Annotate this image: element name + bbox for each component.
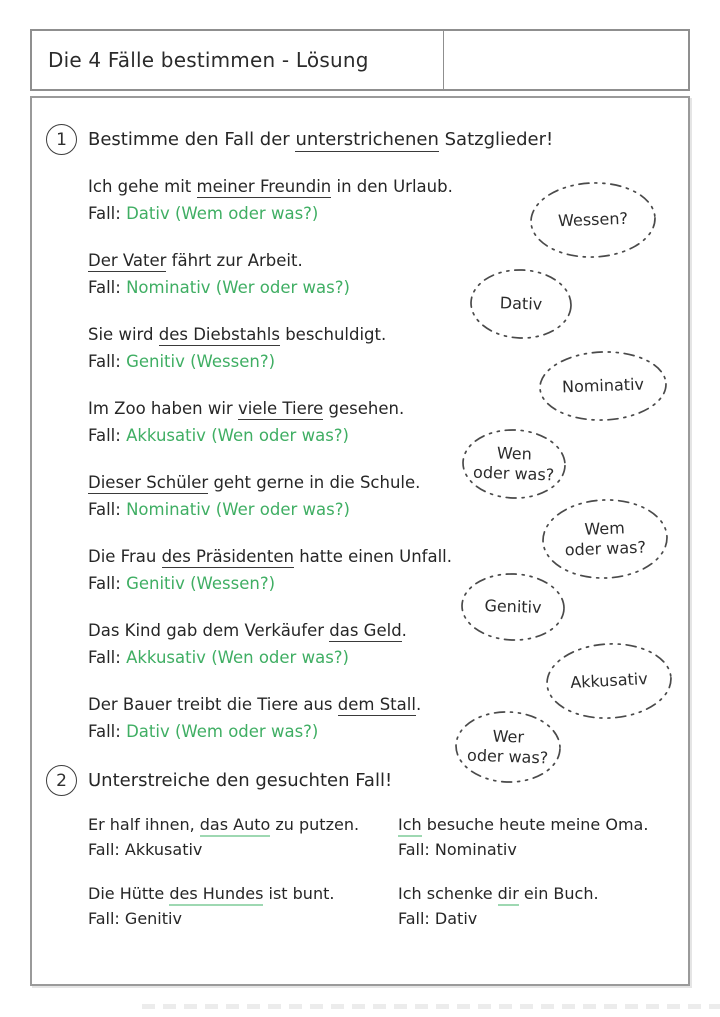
task1-item (88, 691, 478, 745)
bubble-label: Wem oder was? (564, 518, 647, 560)
case-bubble-wer-oder-was (452, 707, 565, 787)
bubble-label: Nominativ (561, 374, 645, 397)
sentence: Er half ihnen, das Auto zu putzen. (88, 812, 398, 837)
task1-item (88, 321, 478, 375)
sentence: Der Bauer treibt die Tiere aus dem Stall. (88, 695, 422, 714)
task1-item (88, 247, 478, 301)
task1-item (88, 173, 478, 227)
bubble-label: Wessen? (557, 208, 629, 231)
task2-instruction: Unterstreiche den gesuchten Fall! (88, 770, 393, 791)
task1-heading (46, 124, 688, 155)
case-bubble-genitiv (458, 569, 568, 645)
sentence: Sie wird des Diebstahls beschuldigt. (88, 325, 387, 344)
task1-item (88, 617, 478, 671)
task1-number-badge: 1 (46, 124, 77, 155)
answer-line: Fall: Genitiv (88, 909, 182, 928)
case-bubble-wessen (527, 178, 660, 262)
task1-items (88, 173, 478, 745)
task2-item (398, 881, 688, 931)
bubble-label: Wer oder was? (466, 726, 549, 768)
worksheet-header (30, 29, 690, 91)
case-bubble-wen-oder-was (459, 425, 570, 503)
sentence: Das Kind gab dem Verkäufer das Geld. (88, 621, 407, 640)
task2-section (46, 765, 688, 931)
task2-item (88, 881, 398, 931)
sentence: Ich besuche heute meine Oma. (398, 812, 688, 837)
page-title: Die 4 Fälle bestimmen - Lösung (48, 48, 369, 72)
bubble-label: Dativ (499, 293, 543, 314)
task1-instruction: Bestimme den Fall der unterstrichenen Satzglieder! (88, 129, 554, 150)
answer-line: Fall: Nominativ (Wer oder was?) (88, 500, 350, 519)
task1-item (88, 395, 478, 449)
task1-item (88, 469, 478, 523)
bubble-label: Akkusativ (569, 668, 649, 693)
case-bubble-dativ (467, 265, 576, 343)
task1-item (88, 543, 478, 597)
sentence: Dieser Schüler geht gerne in die Schule. (88, 473, 421, 492)
header-divider (443, 31, 444, 89)
task2-number-badge: 2 (46, 765, 77, 796)
worksheet-body (30, 96, 690, 986)
answer-line: Fall: Dativ (398, 909, 478, 928)
sentence: Der Vater fährt zur Arbeit. (88, 251, 303, 270)
sentence: Ich schenke dir ein Buch. (398, 881, 688, 906)
bubble-label: Genitiv (484, 596, 542, 617)
answer-line: Fall: Akkusativ (Wen oder was?) (88, 426, 349, 445)
task2-item (398, 812, 688, 862)
task2-heading (46, 765, 688, 796)
cutoff-print-artifact (142, 1004, 720, 1009)
task2-item (88, 812, 398, 862)
sentence: Die Hütte des Hundes ist bunt. (88, 881, 398, 906)
answer-line: Fall: Dativ (Wem oder was?) (88, 204, 319, 223)
bubble-label: Wen oder was? (472, 443, 555, 485)
answer-line: Fall: Akkusativ (88, 840, 203, 859)
answer-line: Fall: Akkusativ (Wen oder was?) (88, 648, 349, 667)
task2-items (88, 812, 688, 931)
answer-line: Fall: Nominativ (Wer oder was?) (88, 278, 350, 297)
case-bubble-nominativ (536, 347, 671, 426)
sentence: Im Zoo haben wir viele Tiere gesehen. (88, 399, 405, 418)
sentence: Die Frau des Präsidenten hatte einen Unfall. (88, 547, 453, 566)
sentence: Ich gehe mit meiner Freundin in den Urlaub. (88, 177, 453, 196)
answer-line: Fall: Nominativ (398, 840, 517, 859)
answer-line: Fall: Genitiv (Wessen?) (88, 352, 276, 371)
answer-line: Fall: Dativ (Wem oder was?) (88, 722, 319, 741)
case-bubble-wem-oder-was (539, 495, 672, 583)
answer-line: Fall: Genitiv (Wessen?) (88, 574, 276, 593)
